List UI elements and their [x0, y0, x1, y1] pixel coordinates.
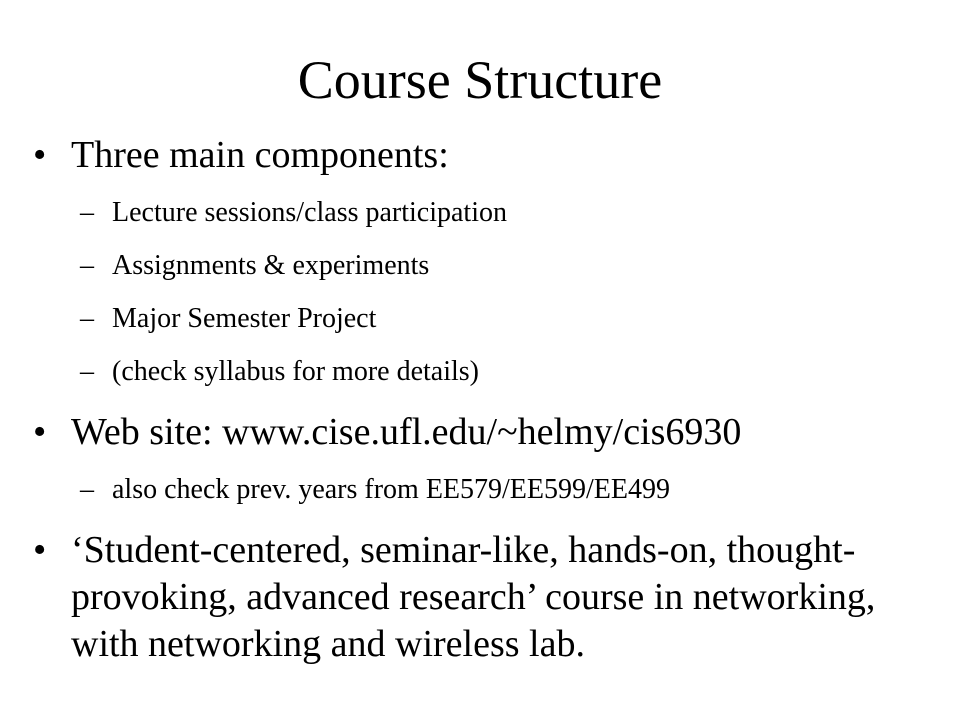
sub-text: (check syllabus for more details) — [112, 356, 479, 387]
sub-text: Major Semester Project — [112, 303, 377, 334]
sub-marker: – — [80, 250, 94, 281]
website-text: Web site: www.cise.ufl.edu/~helmy/cis6930 — [71, 411, 742, 453]
sub-marker: – — [80, 303, 94, 334]
bullet-marker: • — [33, 134, 47, 176]
sub-text: Lecture sessions/class participation — [112, 197, 507, 228]
sub-text: also check prev. years from EE579/EE599/EE499 — [112, 474, 671, 505]
slide-title: Course Structure — [297, 50, 663, 110]
sub-marker: – — [80, 356, 94, 387]
bullet-text: Three main components: — [71, 134, 449, 176]
bullet-marker: • — [33, 529, 47, 571]
bullet-text: ‘Student-centered, seminar-like, hands-on, thought-provoking, advanced research’ course in networking, with networking and wireless lab. — [71, 529, 876, 665]
bullet-marker: • — [33, 411, 47, 453]
sub-marker: – — [80, 197, 94, 228]
sub-text: Assignments & experiments — [112, 250, 430, 281]
sub-marker: – — [80, 474, 94, 505]
